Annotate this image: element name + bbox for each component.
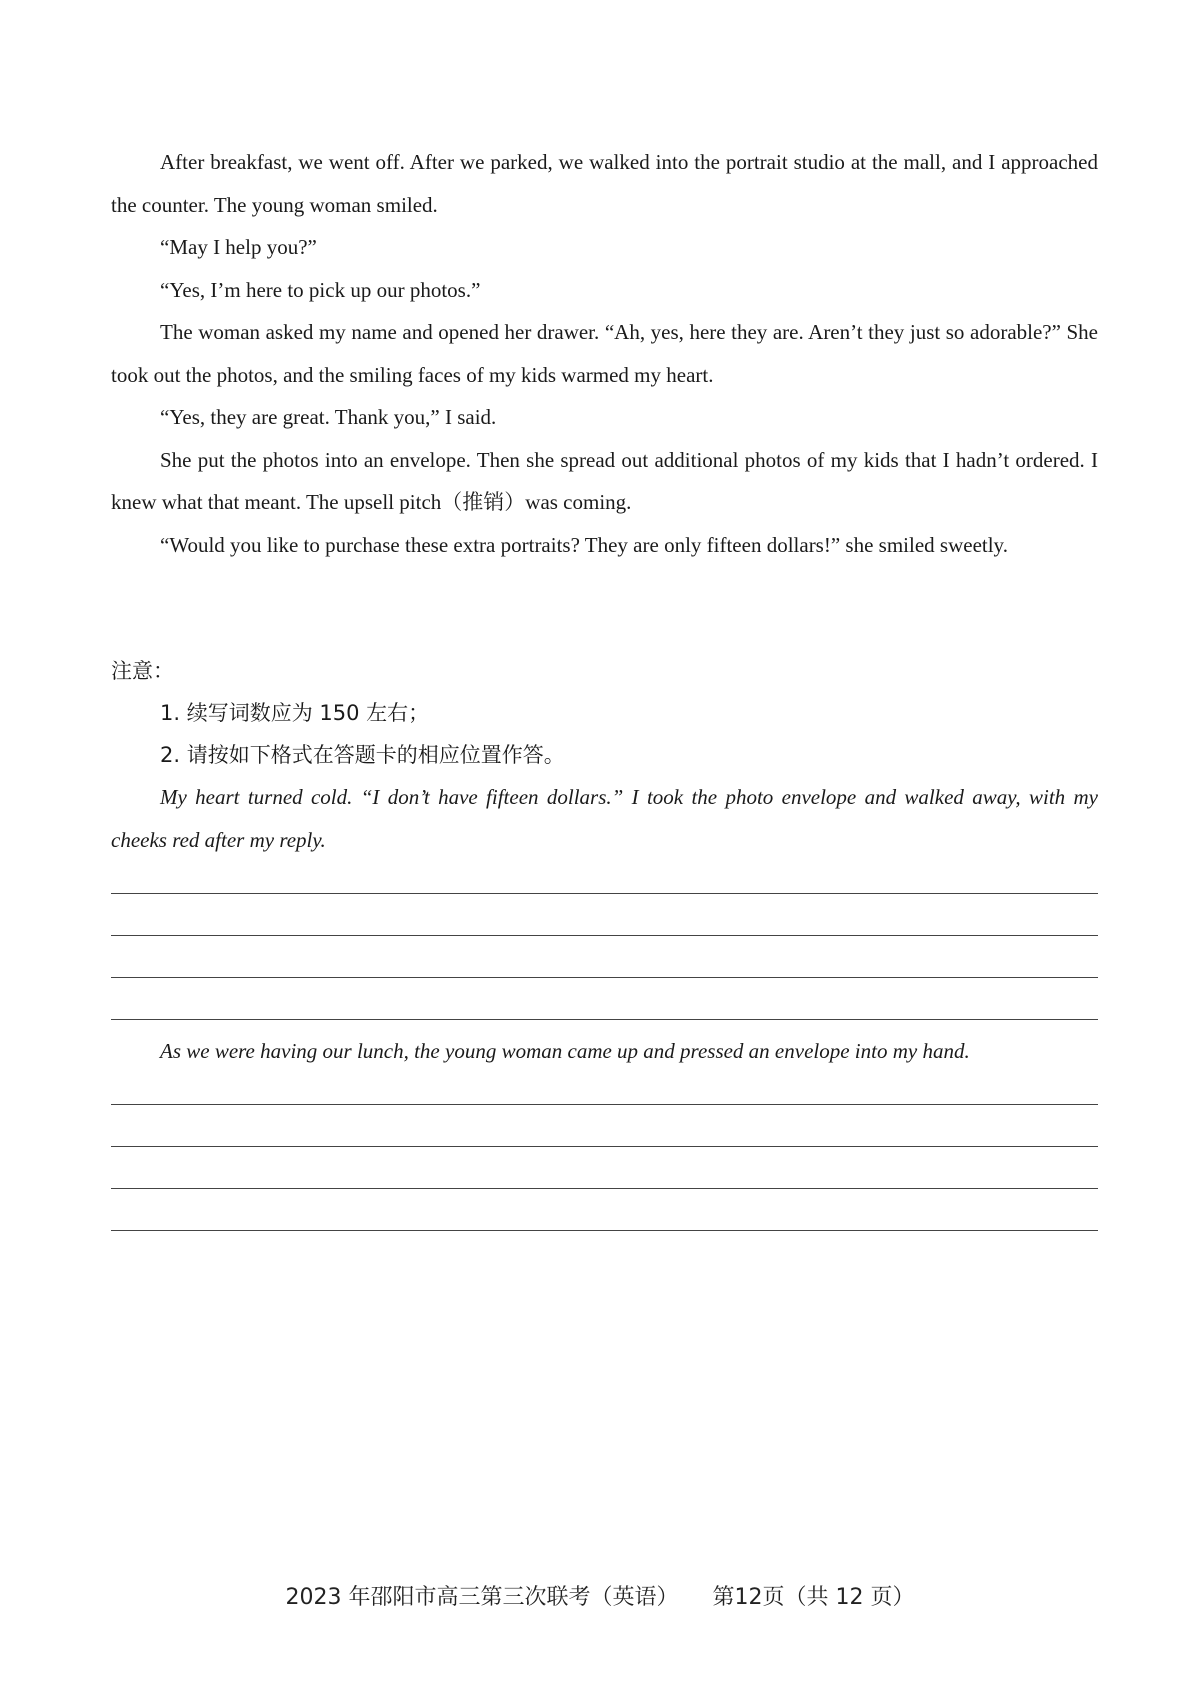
page-number: 第12页（共 12 页） (712, 1585, 915, 1610)
story-paragraph-4: The woman asked my name and opened her drawer. “Ah, yes, here they are. Aren’t they just so adorable?” She took out the photos, and the smiling faces of my kids warmed my heart. (111, 320, 1098, 387)
note-item-2: 2. 请按如下格式在答题卡的相应位置作答。 (160, 743, 565, 767)
story-paragraph-7: “Would you like to purchase these extra portraits? They are only fifteen dollars!” she smiled sweetly. (160, 532, 1008, 557)
story-paragraph-1: After breakfast, we went off. After we parked, we walked into the portrait studio at the mall, and I approached the counter. The young woman smiled. (111, 150, 1098, 217)
story-paragraph-5: “Yes, they are great. Thank you,” I said. (160, 405, 497, 429)
answer-line (111, 1146, 1098, 1147)
story-passage (111, 141, 1098, 566)
notes-title: 注意： (111, 659, 174, 683)
answer-line (111, 1188, 1098, 1189)
continuation-prompt-2 (111, 1030, 1098, 1073)
paragraph-2-starter: As we were having our lunch, the young woman came up and pressed an envelope into my hand. (160, 1039, 970, 1063)
answer-line (111, 977, 1098, 978)
answer-line (111, 1019, 1098, 1020)
answer-line (111, 1230, 1098, 1231)
answer-line (111, 893, 1098, 894)
story-paragraph-2: “May I help you?” (160, 235, 317, 259)
paragraph-1-starter: My heart turned cold. “I don’t have fifteen dollars.” I took the photo envelope and walked away, with my cheeks red after my reply. (111, 785, 1098, 852)
exam-title: 2023 年邵阳市高三第三次联考（英语） (285, 1585, 679, 1610)
note-item-1: 1. 续写词数应为 150 左右； (160, 701, 430, 725)
story-paragraph-3: “Yes, I’m here to pick up our photos.” (160, 277, 481, 302)
answer-line (111, 935, 1098, 936)
answer-line (111, 1104, 1098, 1105)
page-footer (0, 1580, 1200, 1611)
continuation-prompt-1 (111, 776, 1098, 861)
story-paragraph-6: She put the photos into an envelope. Then she spread out additional photos of my kids that I hadn’t ordered. I knew what that meant. The upsell pitch（推销）was coming. (111, 447, 1098, 514)
